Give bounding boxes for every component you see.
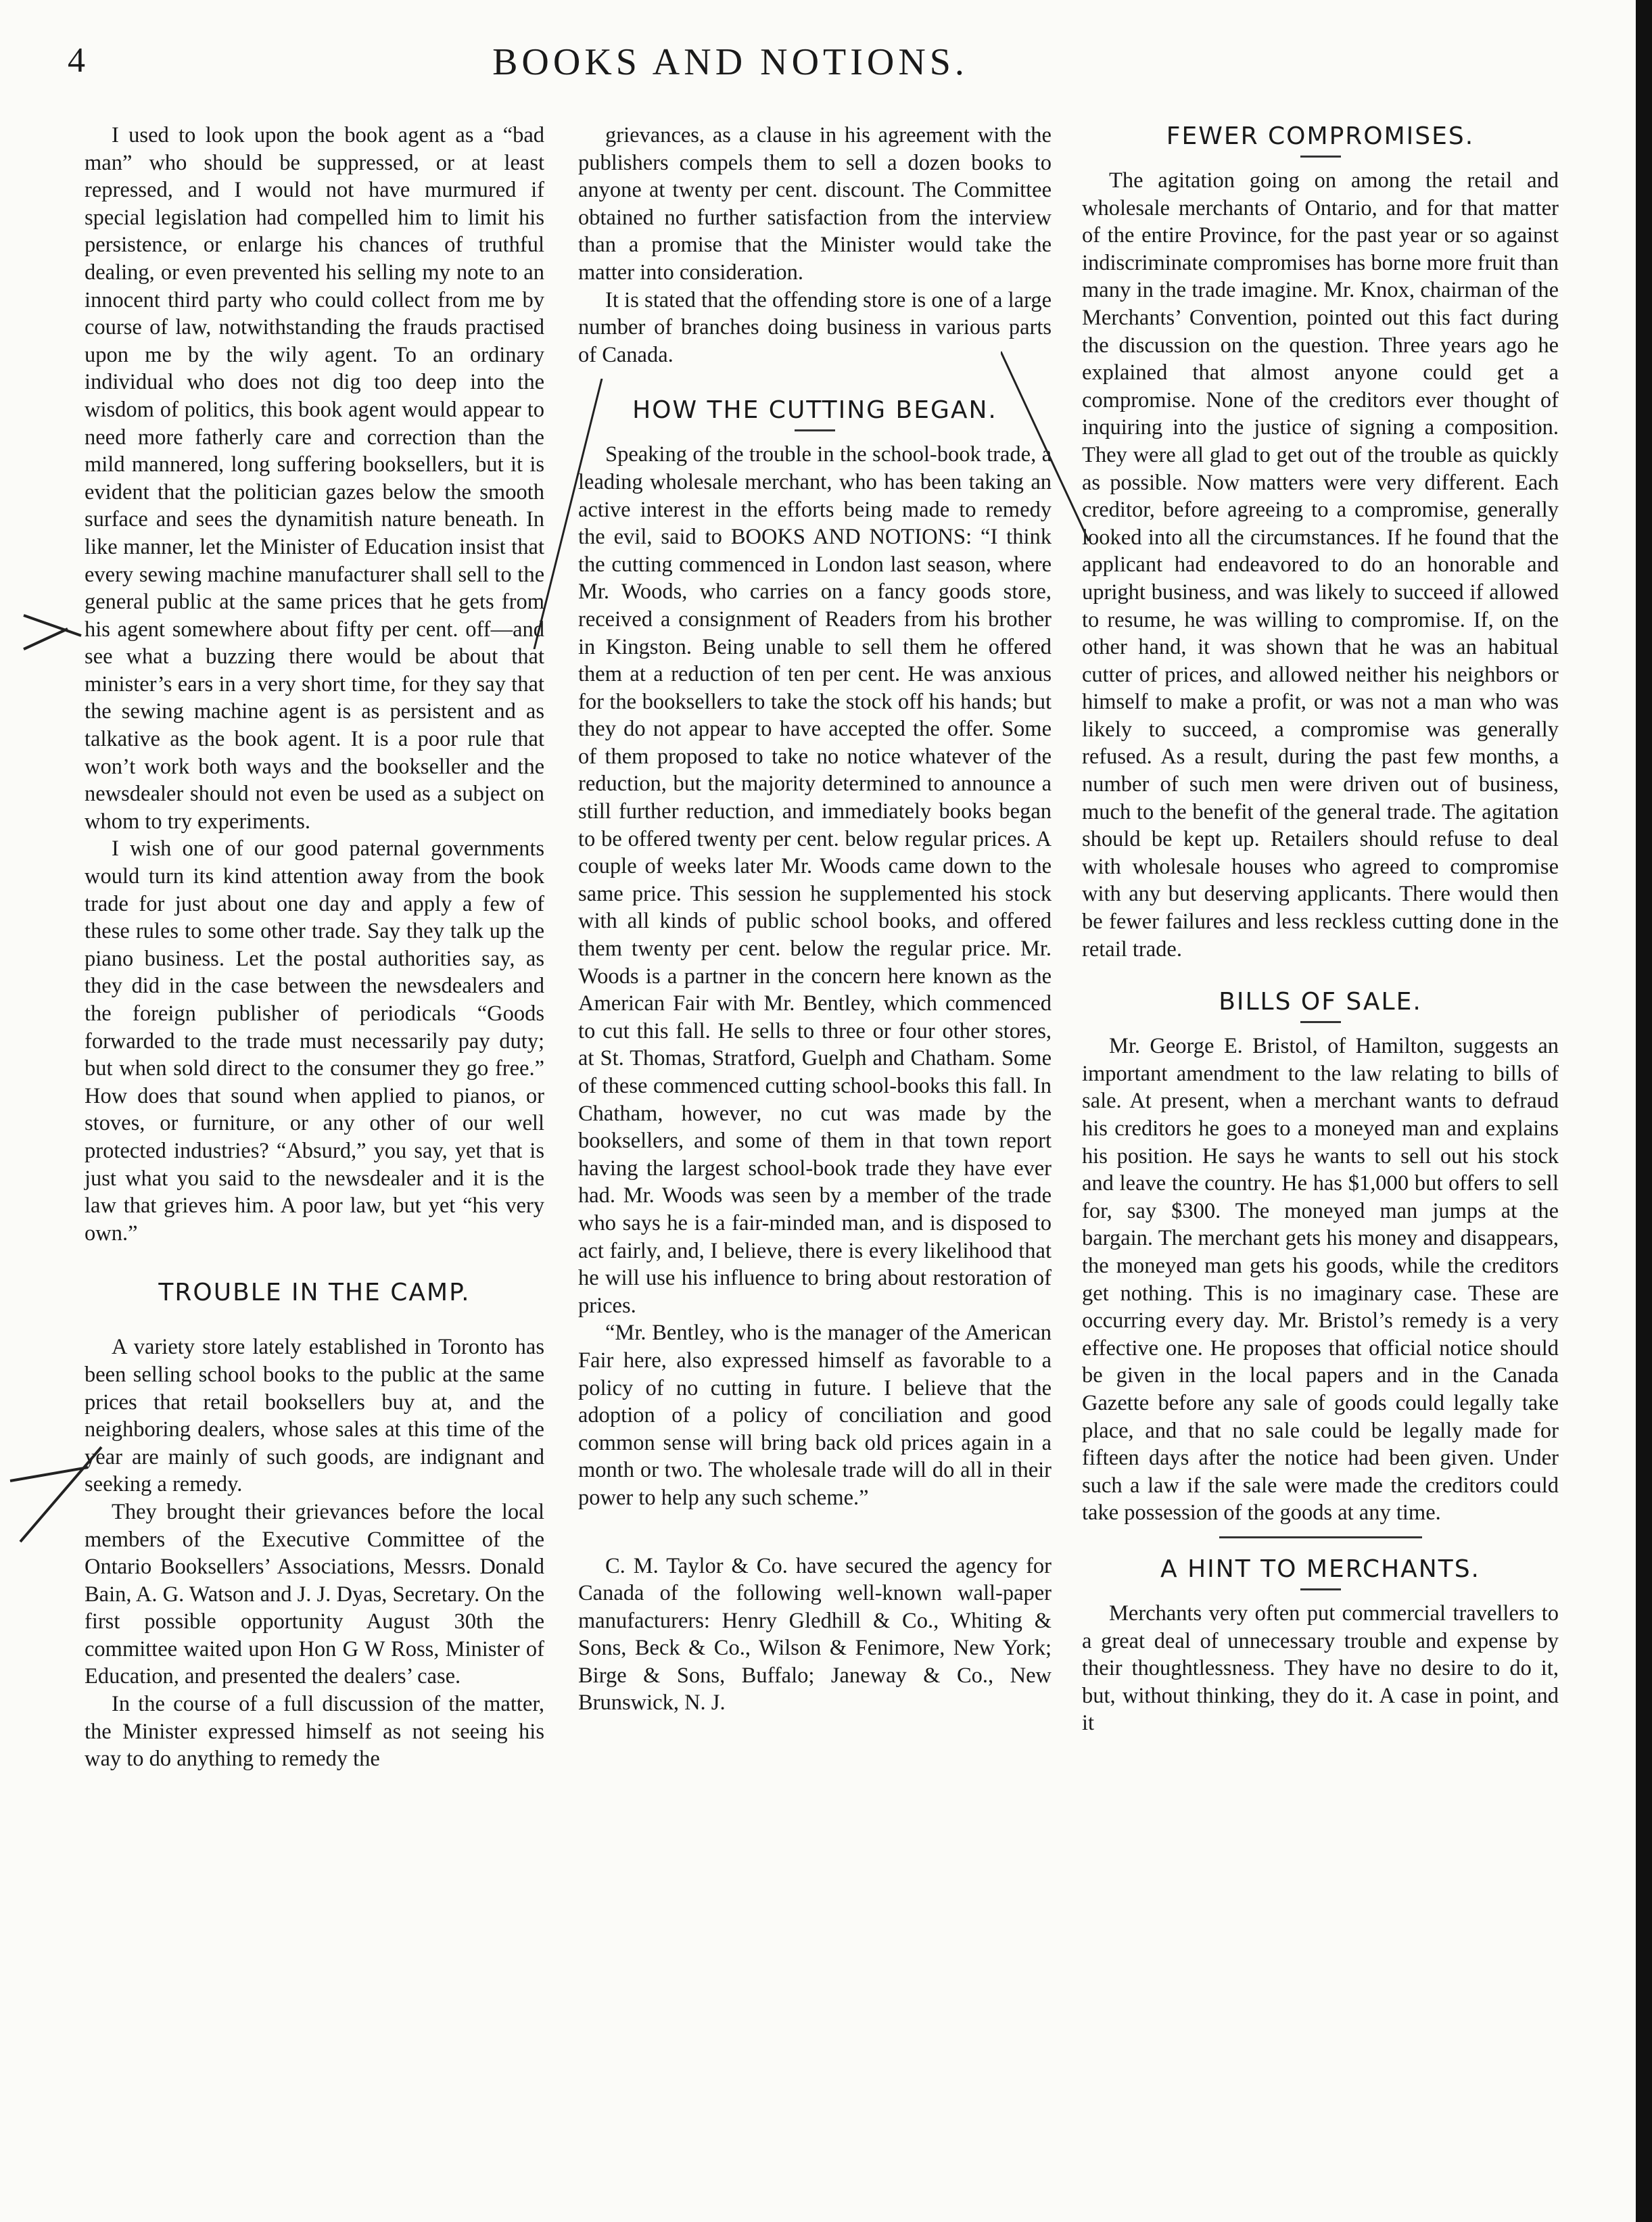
heading-rule bbox=[1300, 1588, 1341, 1590]
article-paragraph: Merchants very often put commercial travellers to a great deal of unnecessary trouble and expense by their thoughtlessness. They have no desire to do it, but, without thinking, they do it. A case in point, and it bbox=[1082, 1601, 1559, 1736]
article-paragraph: “Mr. Bentley, who is the manager of the American Fair here, also expressed himself as favorable to a policy of no cutting in future. I believe that the adoption of a policy of conciliation and good common sense will bring back old prices again in a month or two. The wholesale trade will do all in their power to help any such scheme.” bbox=[578, 1321, 1052, 1510]
agency-notice bbox=[578, 1553, 1052, 1718]
article-paragraph: grievances, as a clause in his agreement with the publishers compels them to sell a dozen books to anyone at twenty per cent. discount. The Committee obtained no further satisfaction from the interview than a promise that the Minister would take the matter into consideration. bbox=[578, 123, 1052, 285]
article-paragraph: I wish one of our good paternal governments would turn its kind attention away from the book trade for just about one day and apply a few of these rules to some other trade. Say they talk up the piano business. Let the postal authorities say, as they did in the case between the newsdealers and the foreign publisher of periodicals “Goods forwarded to the trade must necessarily pay duty; but when sold direct to the consumer they go free.” How does that sound when applied to pianos, or stoves, or furniture, or any other of our well protected industries? “Absurd,” you say, yet that is just what you said to the newsdealer and it is the law that grieves him. A poor law, but yet “his very own.” bbox=[85, 836, 544, 1246]
article-paragraph: I used to look upon the book agent as a “bad man” who should be suppressed, or at least repressed, and I would not have murmured if special legislation had compelled him to limit his persistence, or enlarge his chances of truthful dealing, or even prevented his selling my note to an innocent third party who could collect from me by course of law, notwithstanding the frauds practised upon me by the wily agent. To an ordinary individual who does not dig too deep into the wisdom of politics, this book agent would appear to need more fatherly care and correction than the mild mannered, long suffering booksellers, but it is evident that the politician gazes below the smooth surface and sees the dynamitish nature beneath. In like manner, let the Minister of Education insist that every sewing machine manufacturer shall sell to the general public at the same prices that he gets from his agent somewhere about fifty per cent. off—and see what a buzzing there would be about that minister’s ears in a very short time, for they say that the sewing machine agent is as persistent and as talkative as the book agent. It is a poor rule that won’t work both ways and the bookseller and the newsdealer should not even be used as a subject on whom to try experiments. bbox=[85, 123, 544, 834]
journal-title: BOOKS AND NOTIONS. bbox=[492, 41, 968, 83]
notice-text: C. M. Taylor & Co. have secured the agency for Canada of the following well-known wall-paper manufacturers: Henry Gledhill & Co., Whiting & Sons, Beck & Co., Wilson & Fenimore, New York; Birge & Sons, Buffalo; Janeway & Co., New Brunswick, N. J. bbox=[578, 1553, 1052, 1716]
heading-rule bbox=[795, 429, 835, 431]
section-heading-bills: BILLS OF SALE. bbox=[1219, 988, 1422, 1016]
article-paragraph: Speaking of the trouble in the school-book trade, a leading wholesale merchant, who has been taking an active interest in the efforts being made to remedy the evil, said to BOOKS AND NOTIONS: “I think the cutting commenced in London last season, where Mr. Woods, who carries on a fancy goods store, received a consignment of Readers from his brother in Kingston. Being unable to sell them he offered them at a reduction of ten per cent. He was anxious for the booksellers to take the stock off his hands; but they do not appear to have accepted the offer. Some of them proposed to take no notice whatever of the reduction, but the majority determined to announce a still further reduction, and immediately books began to be offered twenty per cent. below regular prices. A couple of weeks later Mr. Woods came down to the same price. This session he supplemented his stock with all kinds of public school books, and offered them twenty per cent. below the regular price. Mr. Woods is a partner in the concern here known as the American Fair with Mr. Bentley, which commenced to cut this fall. He sells to three or four other stores, at St. Thomas, Stratford, Guelph and Chatham. Some of these commenced cutting school-books this fall. In Chatham, however, no cut was made by the booksellers, and some of them in that town report having the largest school-book trade they have ever had. Mr. Woods was seen by a member of the trade who says he is a fair-minded man, and is disposed to act fairly, and, I believe, there is every likelihood that he will use his influence to bring about restoration of prices. bbox=[578, 442, 1052, 1318]
heading-rule bbox=[1300, 1021, 1341, 1023]
section-heading-trouble: TROUBLE IN THE CAMP. bbox=[158, 1279, 471, 1307]
page-header bbox=[68, 41, 1555, 101]
article-paragraph: The agitation going on among the retail and wholesale merchants of Ontario, and for that matter of the entire Province, for the past year or so against indiscriminate compromises has borne more fruit than many in the trade imagine. Mr. Knox, chairman of the Merchants’ Convention, pointed out this fact during the discussion on the question. Three years ago he explained that almost anyone could get a compromise. None of the creditors ever thought of inquiring into the justice of signing a composition. They were all glad to get out of the trouble as quickly as possible. Now matters were very different. Each creditor, before agreeing to a compromise, generally looked into all the circumstances. If he found that the applicant had endeavored to do an honorable and upright business, and was likely to succeed if allowed to resume, he was willing to compromise. If, on the other hand, it was shown that he was an habitual cutter of prices, and allowed neither his neighbors or himself to make a profit, or was not a man who was likely to succeed, a compromise was generally refused. As a result, during the past few months, a number of such men were driven out of business, much to the benefit of the general trade. The agitation should be kept up. Retailers should refuse to deal with wholesale houses who agreed to compromise with any but deserving applicants. There would then be fewer failures and less reckless cutting done in the retail trade. bbox=[1082, 168, 1559, 962]
heading-rule bbox=[1300, 156, 1341, 158]
article-paragraph: They brought their grievances before the local members of the Executive Committee of the Ontario Booksellers’ Associations, Messrs. Donald Bain, A. G. Watson and J. J. Dyas, Secretary. On the first possible opportunity August 30th the committee waited upon Hon G W Ross, Minister of Education, and presented the dealers’ case. bbox=[85, 1499, 544, 1689]
section-heading-compromises: FEWER COMPROMISES. bbox=[1166, 122, 1475, 150]
article-paragraph: In the course of a full discussion of the matter, the Minister expressed himself as not seeing his way to do anything to remedy the bbox=[85, 1692, 544, 1772]
article-paragraph: It is stated that the offending store is one of a large number of branches doing business in various parts of Canada. bbox=[578, 287, 1052, 367]
section-heading-hint: A HINT TO MERCHANTS. bbox=[1160, 1555, 1480, 1583]
article-paragraph: A variety store lately established in Toronto has been selling school books to the public at the same prices that retail booksellers buy at, and the neighboring dealers, whose sales at this time of the year are mainly of such goods, are indignant and seeking a remedy. bbox=[85, 1335, 544, 1497]
column-right bbox=[1082, 122, 1559, 1737]
page-edge-rule bbox=[1636, 0, 1652, 2222]
page-number: 4 bbox=[68, 41, 85, 80]
article-paragraph: Mr. George E. Bristol, of Hamilton, suggests an important amendment to the law relating to bills of sale. At present, when a merchant wants to defraud his creditors he goes to a moneyed man and explains his position. He says he wants to sell out his stock and leave the country. He has $1,000 but offers to sell for, say $300. The moneyed man jumps at the bargain. The merchant gets his money and disappears, the moneyed man gets his goods, while the creditors get nothing. This is no imaginary case. These are occurring every day. Mr. Bristol’s remedy is a very effective one. He proposes that official notice should be given in the local papers and in the Canada Gazette before any sale of goods could legally take place, and that no sale could be legally made for fifteen days after the notice had been given. Under such a law if the sale were made the creditors could take possession of the goods at any time. bbox=[1082, 1034, 1559, 1526]
pencil-arrow-mark bbox=[20, 609, 88, 663]
section-divider bbox=[1219, 1536, 1422, 1538]
column-left bbox=[85, 122, 544, 1773]
column-middle bbox=[578, 122, 1052, 1717]
section-heading-cutting: HOW THE CUTTING BEGAN. bbox=[632, 396, 997, 425]
